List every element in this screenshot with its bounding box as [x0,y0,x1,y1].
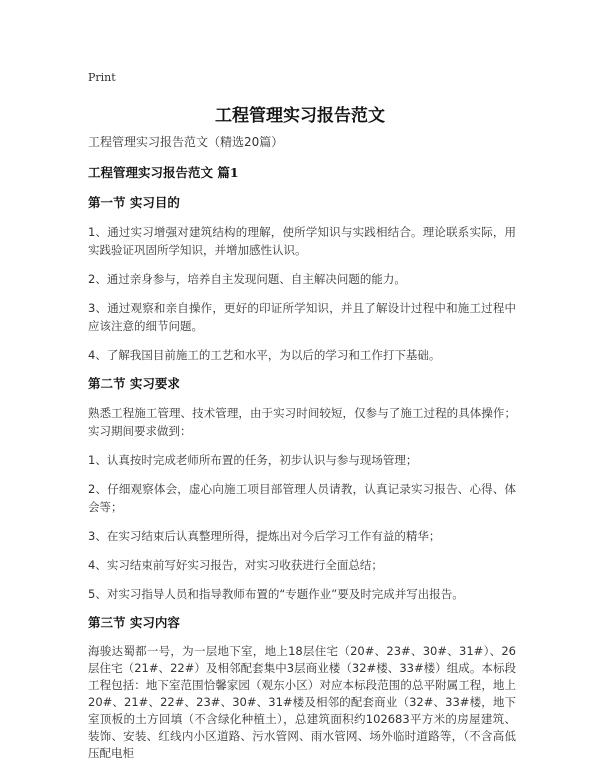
print-link[interactable]: Print [88,71,116,84]
paragraph: 2、通过亲身参与，培养自主发现问题、自主解决问题的能力。 [88,272,406,286]
section-heading-purpose: 第一节 实习目的 [88,195,180,210]
paragraph: 3、在实习结束后认真整理所得，提炼出对今后学习工作有益的精华； [88,529,441,543]
section-heading-requirements: 第二节 实习要求 [88,376,180,391]
paragraph: 4、实习结束前写好实习报告，对实习收获进行全面总结； [88,558,383,572]
paragraph: 4、了解我国目前施工的工艺和水平，为以后的学习和工作打下基础。 [88,348,441,362]
paragraph: 5、对实习指导人员和指导教师布置的“专题作业”要及时完成并写出报告。 [88,587,464,601]
paragraph: 海骏达蜀都一号，为一层地下室，地上18层住宅（20#、23#、30#、31#）、26层住宅（21#、22#）及相邻配套集中3层商业楼（32#楼、33#楼）组成。本标段工程包括：地下室范围恰馨家园（观东小区）对应本标段范围的总平附属工程，地上20#、21#、22#、23#、30#、31#楼及相邻的配套商业（32#、33#楼，地下室顶板的土方回填（不含绿化种植土），总建筑面积约102683平方米的房屋建筑、装饰、安装、红线内小区道路、污水管网、雨水管网、场外临时道路等，（不含高低压配电柜 [88,644,516,760]
paragraph: 1、通过实习增强对建筑结构的理解，使所学知识与实践相结合。理论联系实际，用实践验证巩固所学知识，并增加感性认识。 [88,225,516,257]
section-heading-content: 第三节 实习内容 [88,615,180,630]
paragraph: 熟悉工程施工管理、技术管理，由于实习时间较短，仅参与了施工过程的具体操作；实习期间要求做到： [88,406,516,438]
document-body [88,133,516,773]
paragraph: 3、通过观察和亲自操作，更好的印证所学知识，并且了解设计过程中和施工过程中应该注意的细节问题。 [88,301,516,333]
paragraph: 2、仔细观察体会，虚心向施工项目部管理人员请教，认真记录实习报告、心得、体会等； [88,482,516,514]
article-heading: 工程管理实习报告范文 篇1 [88,165,239,180]
document-subtitle: 工程管理实习报告范文（精选20篇） [88,135,284,149]
paragraph: 1、认真按时完成老师所布置的任务，初步认识与参与现场管理； [88,453,418,467]
page-title: 工程管理实习报告范文 [215,106,385,126]
